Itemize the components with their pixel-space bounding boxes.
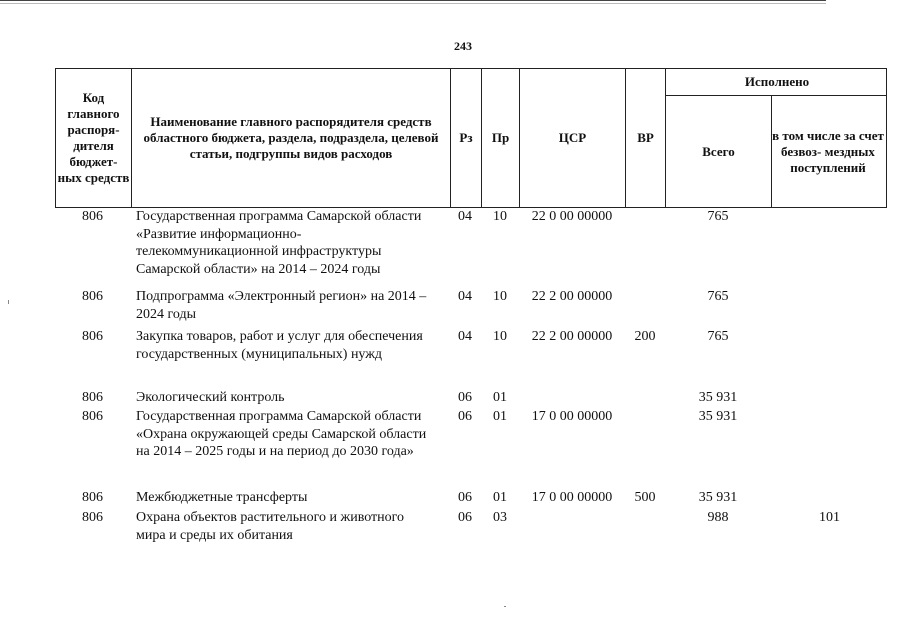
cell-vr: 500 (634, 490, 656, 505)
cell-code: 806 (82, 289, 103, 304)
cell-name: Подпрограмма «Электронный регион» на 2014 – 2024 годы (136, 289, 427, 322)
cell-rz: 04 (458, 209, 472, 224)
cell-csr: 17 0 00 00000 (531, 409, 613, 424)
cell-name: Государственная программа Самарской области «Развитие информационно-телекоммуникационной инфраструктуры Самарской области» на 2014 – 2024 годы (136, 209, 422, 277)
cell-pr: 01 (493, 409, 507, 424)
cell-total: 35 931 (698, 409, 738, 424)
cell-total: 765 (707, 289, 729, 304)
cell-total: 35 931 (698, 390, 738, 405)
scan-speck (8, 300, 9, 304)
cell-csr: 22 2 00 00000 (531, 289, 613, 304)
cell-pr: 10 (493, 209, 507, 224)
page-number: 243 (454, 39, 472, 53)
header-incl-free: в том числе за счет безвоз- мездных поступлений (772, 127, 884, 175)
table-header (55, 68, 887, 208)
cell-name: Межбюджетные трансферты (136, 490, 308, 505)
cell-rz: 06 (458, 390, 472, 405)
header-rz: Рз (459, 130, 473, 145)
cell-rz: 06 (458, 490, 472, 505)
header-pr: Пр (491, 130, 510, 145)
scan-speck (504, 606, 506, 607)
cell-csr: 22 2 00 00000 (531, 329, 613, 344)
cell-name: Охрана объектов растительного и животного мира и среды их обитания (136, 510, 405, 543)
header-csr: ЦСР (558, 130, 587, 145)
cell-code: 806 (82, 329, 103, 344)
header-name: Наименование главного распорядителя средств областного бюджета, раздела, подраздела, целевой статьи, подгруппы видов расходов (143, 114, 439, 161)
cell-csr: 17 0 00 00000 (531, 490, 613, 505)
header-executed: Исполнено (744, 74, 810, 89)
cell-free: 101 (819, 510, 840, 525)
cell-vr: 200 (634, 329, 656, 344)
cell-code: 806 (82, 409, 103, 424)
header-divider (131, 69, 132, 207)
cell-csr: 22 0 00 00000 (531, 209, 613, 224)
header-total: Всего (702, 143, 735, 159)
top-rule-faint (0, 3, 826, 4)
cell-total: 765 (707, 209, 729, 224)
cell-code: 806 (82, 490, 103, 505)
header-code: Код главного распоря- дителя бюджет- ных средств (57, 90, 130, 185)
cell-total: 988 (707, 510, 729, 525)
cell-name: Государственная программа Самарской области «Охрана окружающей среды Самарской области на 2014 – 2025 годы и на период до 2030 года» (136, 409, 427, 459)
cell-total: 35 931 (698, 490, 738, 505)
cell-code: 806 (82, 510, 103, 525)
cell-pr: 03 (493, 510, 507, 525)
cell-pr: 01 (493, 490, 507, 505)
cell-rz: 06 (458, 510, 472, 525)
cell-pr: 10 (493, 289, 507, 304)
cell-rz: 04 (458, 289, 472, 304)
top-rule (0, 0, 826, 1)
cell-code: 806 (82, 390, 103, 405)
cell-name: Экологический контроль (136, 390, 285, 405)
cell-name: Закупка товаров, работ и услуг для обеспечения государственных (муниципальных) нужд (136, 329, 423, 362)
cell-pr: 01 (493, 390, 507, 405)
cell-total: 765 (707, 329, 729, 344)
header-vr: ВР (637, 130, 654, 145)
cell-rz: 04 (458, 329, 472, 344)
cell-rz: 06 (458, 409, 472, 424)
cell-code: 806 (82, 209, 103, 224)
cell-pr: 10 (493, 329, 507, 344)
